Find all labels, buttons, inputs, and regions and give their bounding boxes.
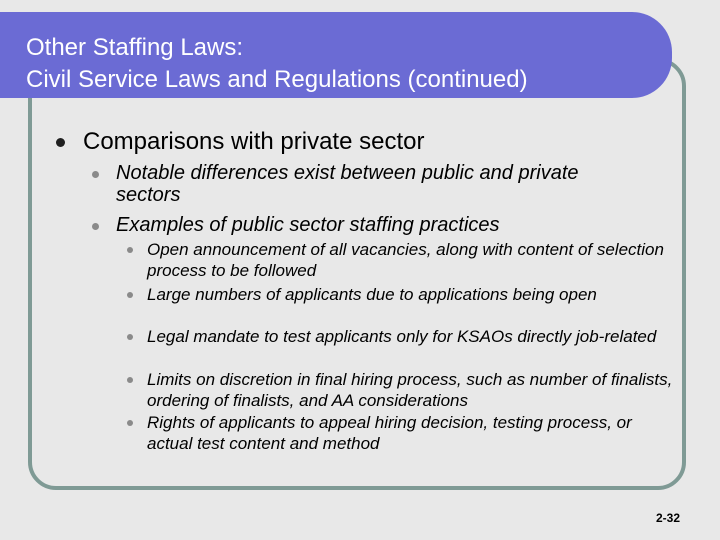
bullet-text: Rights of applicants to appeal hiring decision, testing process, or actual test content and method xyxy=(147,413,632,453)
bullet-dot-icon xyxy=(127,377,133,383)
bullet-dot-icon xyxy=(56,138,65,147)
bullet-text: Examples of public sector staffing practices xyxy=(116,214,500,236)
bullet-dot-icon xyxy=(127,247,133,253)
slide-title xyxy=(26,32,528,96)
bullet-text: Open announcement of all vacancies, along with content of selection process to be followed xyxy=(147,240,664,280)
bullet-level1 xyxy=(56,128,424,156)
bullet-dot-icon xyxy=(127,292,133,298)
bullet-level3 xyxy=(127,412,677,454)
bullet-level3 xyxy=(127,284,677,305)
title-banner xyxy=(0,12,672,98)
bullet-level3 xyxy=(127,326,677,347)
bullet-level2 xyxy=(92,162,616,206)
bullet-text: Legal mandate to test applicants only for KSAOs directly job-related xyxy=(147,327,657,346)
bullet-text: Notable differences exist between public and private sectors xyxy=(116,162,579,206)
page-number: 2-32 xyxy=(655,511,680,525)
title-line-1: Other Staffing Laws: xyxy=(26,34,244,61)
bullet-dot-icon xyxy=(92,223,99,230)
bullet-text: Large numbers of applicants due to applications being open xyxy=(147,285,597,304)
bullet-text: Comparisons with private sector xyxy=(83,128,425,155)
title-line-2: Civil Service Laws and Regulations (continued) xyxy=(26,66,528,93)
bullet-text: Limits on discretion in final hiring process, such as number of finalists, ordering of finalists, and AA considerations xyxy=(147,370,673,410)
bullet-dot-icon xyxy=(127,334,133,340)
bullet-level2 xyxy=(92,214,616,236)
bullet-level3 xyxy=(127,239,677,281)
bullet-dot-icon xyxy=(92,171,99,178)
bullet-level3 xyxy=(127,369,677,411)
bullet-dot-icon xyxy=(127,420,133,426)
